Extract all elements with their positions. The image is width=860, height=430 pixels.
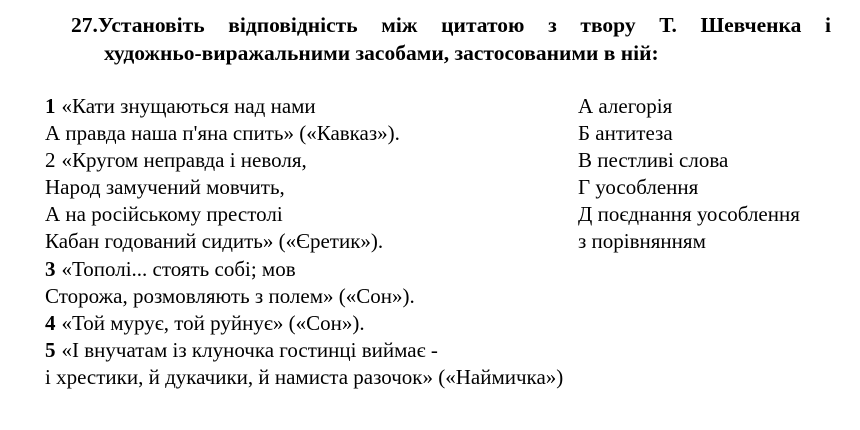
- quote-5-number: 5: [45, 337, 56, 362]
- options-column: [578, 93, 848, 256]
- quote-2-line-3: А на російському престолі: [45, 202, 283, 227]
- quote-2-number: 2: [45, 148, 56, 173]
- option-g: Г уособлення: [578, 175, 699, 200]
- option-d: Д поєднання уособлення: [578, 202, 800, 227]
- quote-5-line-1: [45, 337, 565, 364]
- quote-1-text-1: «Кати знущаються над нами: [61, 94, 316, 118]
- quote-4-number: 4: [45, 310, 56, 335]
- quote-3-line-1: [45, 256, 565, 283]
- quote-3-line-2: Сторожа, розмовляють з полем» («Сон»).: [45, 283, 415, 308]
- task-title: [71, 11, 831, 67]
- quote-2-line-1: [45, 147, 565, 174]
- quote-1-line-2: А правда наша п'яна спить» («Кавказ»).: [45, 121, 400, 146]
- quote-1-line-1: [45, 93, 565, 120]
- task-number: 27.: [71, 13, 98, 37]
- task-title-line-1: [71, 11, 831, 39]
- quote-3-number: 3: [45, 256, 56, 281]
- option-b: Б антитеза: [578, 121, 673, 146]
- quote-5-line-2: і хрестики, й дукачики, й намиста разочок» («Наймичка»): [45, 364, 564, 389]
- option-a: А алегорія: [578, 94, 673, 118]
- quote-2-line-4: Кабан годований сидить» («Єретик»).: [45, 229, 384, 254]
- quote-2-text-1: «Кругом неправда і неволя,: [61, 148, 307, 173]
- quotes-column: [45, 93, 565, 391]
- task-title-line-2: художньо-виражальними засобами, застосованими в ній:: [104, 41, 659, 65]
- option-v: В пестливі слова: [578, 148, 729, 173]
- option-d-continuation: з порівнянням: [578, 229, 706, 254]
- quote-1-number: 1: [45, 94, 56, 118]
- quote-2-line-2: Народ замучений мовчить,: [45, 175, 285, 200]
- quote-5-text-1: «І внучатам із клуночка гостинці виймає -: [61, 337, 438, 362]
- quote-3-text-1: «Тополі... стоять собі; мов: [61, 256, 296, 281]
- task-title-text-1: Установіть відповідність між цитатою з твору Т. Шевченка і: [97, 13, 831, 37]
- quote-4-line-1: [45, 310, 565, 337]
- quote-4-text-1: «Той мурує, той руйнує» («Сон»).: [61, 310, 365, 335]
